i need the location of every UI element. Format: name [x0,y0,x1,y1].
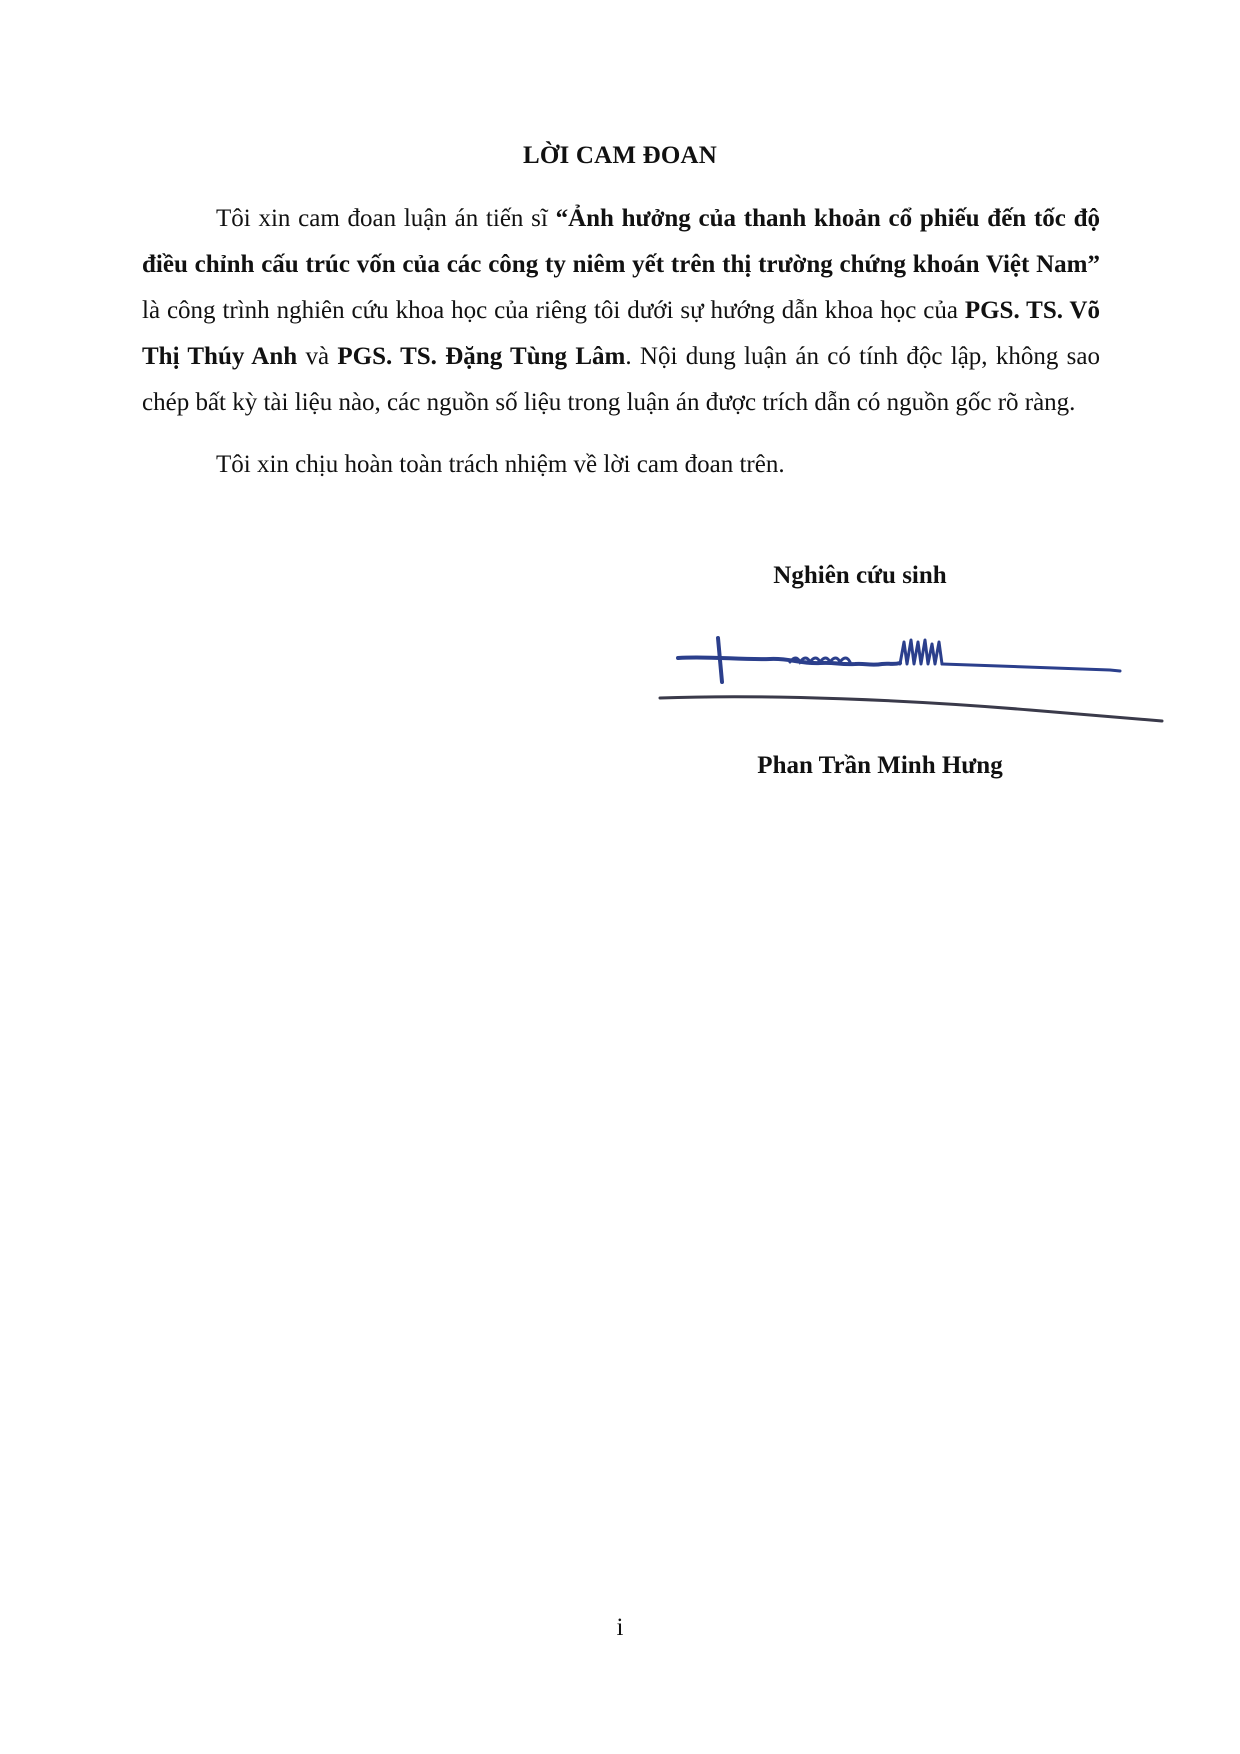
handwritten-signature [650,630,1170,750]
thesis-title: “Ảnh hưởng của thanh khoản cổ phiếu đến tốc độ điều chỉnh cấu trúc vốn của các công ty niêm yết trên thị trường chứng khoán Việt Nam” [142,205,1100,278]
page-number: i [616,1614,624,1641]
paragraph-text-4: . Nội dung luận án có tính độc lập, không sao chép bất kỳ tài liệu nào, các nguồn số liệu trong luận án được trích dẫn có nguồn gốc rõ ràng. [142,343,1100,416]
declaration-body [142,196,1100,488]
signer-name: Phan Trần Minh Hưng [757,752,1003,779]
paragraph-text-1: Tôi xin cam đoan luận án tiến sĩ [216,205,556,232]
paragraph-text-2: là công trình nghiên cứu khoa học của riêng tôi dưới sự hướng dẫn khoa học của [142,297,965,324]
responsibility-paragraph: Tôi xin chịu hoàn toàn trách nhiệm về lời cam đoan trên. [216,451,785,478]
declaration-paragraph [142,196,1100,426]
advisor-name-2: PGS. TS. Đặng Tùng Lâm [337,343,626,370]
paragraph-text-3: và [297,343,338,370]
page-title: LỜI CAM ĐOAN [522,142,718,169]
signer-role-label: Nghiên cứu sinh [773,562,947,589]
advisor-name-1: PGS. TS. Võ Thị Thúy Anh [142,297,1100,370]
